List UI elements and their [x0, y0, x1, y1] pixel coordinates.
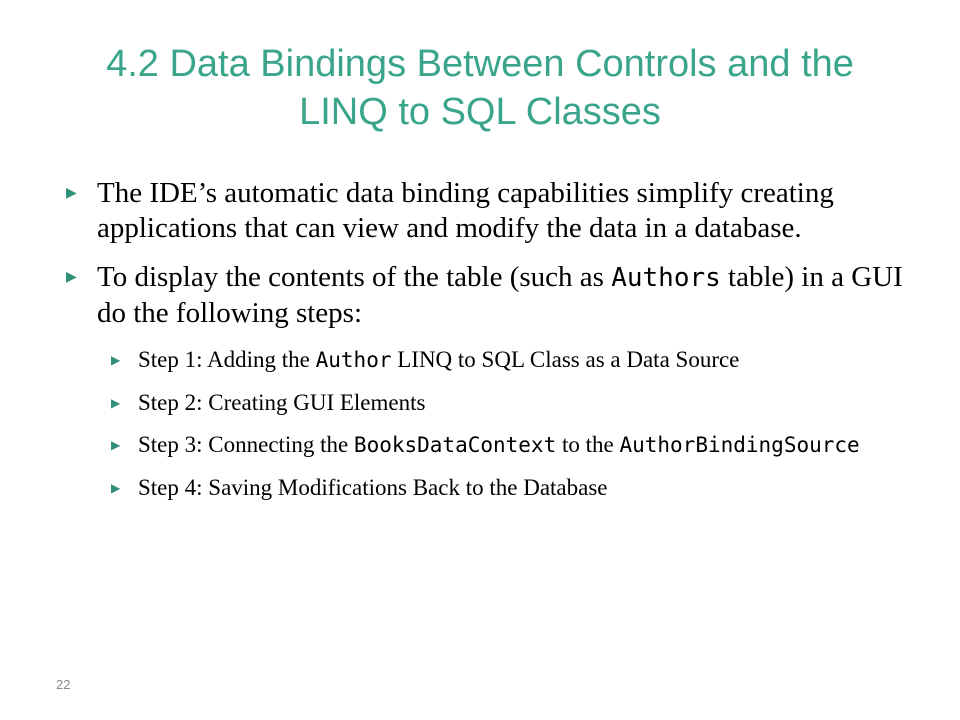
bullet-arrow-icon: ▶	[66, 186, 77, 201]
sub-bullet-item	[111, 388, 906, 417]
bullet-item	[66, 176, 906, 246]
bullet-text: To display the contents of the table (such as	[97, 261, 612, 293]
bullet-arrow-icon: ▶	[111, 353, 121, 367]
code-term: Authors	[611, 263, 721, 293]
sub-bullet-text: LINQ to SQL Class as a Data Source	[391, 347, 740, 372]
sub-bullet-item	[111, 473, 906, 502]
sub-bullet-text: Step 1: Adding the	[138, 347, 316, 372]
sub-bullet-text: to the	[556, 432, 620, 457]
bullet-text: table) in a GUI do the following steps:	[97, 261, 903, 329]
sub-bullet-text: Step 3: Connecting the	[138, 432, 354, 457]
code-term: Author	[315, 348, 392, 372]
code-term: BooksDataContext	[353, 433, 557, 457]
sub-bullet-text: Step 4: Saving Modifications Back to the Database	[138, 475, 608, 500]
code-term: AuthorBindingSource	[619, 433, 860, 457]
slide-title	[40, 40, 920, 136]
page-number: 22	[56, 677, 71, 692]
bullet-item	[66, 260, 906, 331]
sub-bullet-item	[111, 345, 906, 375]
sub-bullet-text: Step 2: Creating GUI Elements	[138, 390, 426, 415]
slide-title-line-1: 4.2 Data Bindings Between Controls and the	[106, 43, 854, 85]
sub-bullet-item	[111, 430, 906, 460]
bullet-arrow-icon: ▶	[66, 270, 77, 285]
bullet-arrow-icon: ▶	[111, 438, 121, 452]
bullet-text: The IDE’s automatic data binding capabilities simplify creating applications that can view and modify the data in a database.	[97, 177, 834, 244]
slide-title-line-2: LINQ to SQL Classes	[299, 91, 661, 133]
bullet-arrow-icon: ▶	[111, 396, 121, 410]
bullet-arrow-icon: ▶	[111, 481, 121, 495]
slide-content	[66, 176, 906, 515]
